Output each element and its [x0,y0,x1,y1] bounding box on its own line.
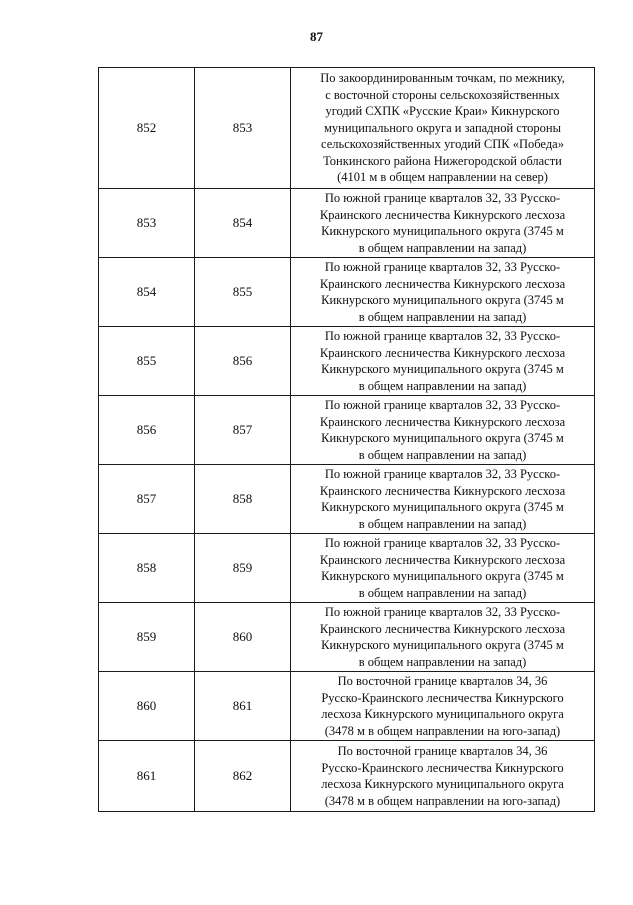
from-point-cell: 860 [99,672,195,741]
page-number: 87 [310,29,323,44]
from-point-cell: 852 [99,68,195,189]
from-point-cell: 853 [99,189,195,258]
table-row [99,68,595,189]
from-point-cell: 858 [99,534,195,603]
to-point-cell: 854 [195,189,291,258]
boundary-description-cell: По восточной границе кварталов 34, 36 Русско-Краинского лесничества Кикнурского лесхоза Кикнурского муниципального округа (3478 м в общем направлении на юго-запад) [291,741,595,812]
table-row [99,327,595,396]
from-point-cell: 855 [99,327,195,396]
to-point-cell: 859 [195,534,291,603]
table-row [99,672,595,741]
from-point-cell: 857 [99,465,195,534]
boundary-description-cell: По закоординированным точкам, по межнику, с восточной стороны сельскохозяйственных угодий СХПК «Русские Краи» Кикнурского муниципального округа и западной стороны сельскохозяйственных угодий СПК «Победа» Тонкинского района Нижегородской области (4101 м в общем направлении на север) [291,68,595,189]
table-row [99,189,595,258]
table-row [99,258,595,327]
to-point-cell: 856 [195,327,291,396]
table-row [99,603,595,672]
table-row [99,465,595,534]
boundary-description-cell: По восточной границе кварталов 34, 36 Русско-Краинского лесничества Кикнурского лесхоза Кикнурского муниципального округа (3478 м в общем направлении на юго-запад) [291,672,595,741]
boundary-description-cell: По южной границе кварталов 32, 33 Русско- Краинского лесничества Кикнурского лесхоза Кикнурского муниципального округа (3745 м в общем направлении на запад) [291,534,595,603]
table-row [99,534,595,603]
boundary-table [98,67,595,812]
boundary-description-cell: По южной границе кварталов 32, 33 Русско- Краинского лесничества Кикнурского лесхоза Кикнурского муниципального округа (3745 м в общем направлении на запад) [291,465,595,534]
table-row [99,396,595,465]
to-point-cell: 855 [195,258,291,327]
from-point-cell: 859 [99,603,195,672]
to-point-cell: 860 [195,603,291,672]
to-point-cell: 858 [195,465,291,534]
to-point-cell: 861 [195,672,291,741]
from-point-cell: 856 [99,396,195,465]
from-point-cell: 854 [99,258,195,327]
boundary-description-cell: По южной границе кварталов 32, 33 Русско- Краинского лесничества Кикнурского лесхоза Кикнурского муниципального округа (3745 м в общем направлении на запад) [291,603,595,672]
boundary-description-cell: По южной границе кварталов 32, 33 Русско- Краинского лесничества Кикнурского лесхоза Кикнурского муниципального округа (3745 м в общем направлении на запад) [291,258,595,327]
to-point-cell: 853 [195,68,291,189]
from-point-cell: 861 [99,741,195,812]
boundary-description-cell: По южной границе кварталов 32, 33 Русско- Краинского лесничества Кикнурского лесхоза Кикнурского муниципального округа (3745 м в общем направлении на запад) [291,189,595,258]
boundary-description-cell: По южной границе кварталов 32, 33 Русско- Краинского лесничества Кикнурского лесхоза Кикнурского муниципального округа (3745 м в общем направлении на запад) [291,327,595,396]
boundary-description-cell: По южной границе кварталов 32, 33 Русско- Краинского лесничества Кикнурского лесхоза Кикнурского муниципального округа (3745 м в общем направлении на запад) [291,396,595,465]
table-row [99,741,595,812]
to-point-cell: 862 [195,741,291,812]
to-point-cell: 857 [195,396,291,465]
